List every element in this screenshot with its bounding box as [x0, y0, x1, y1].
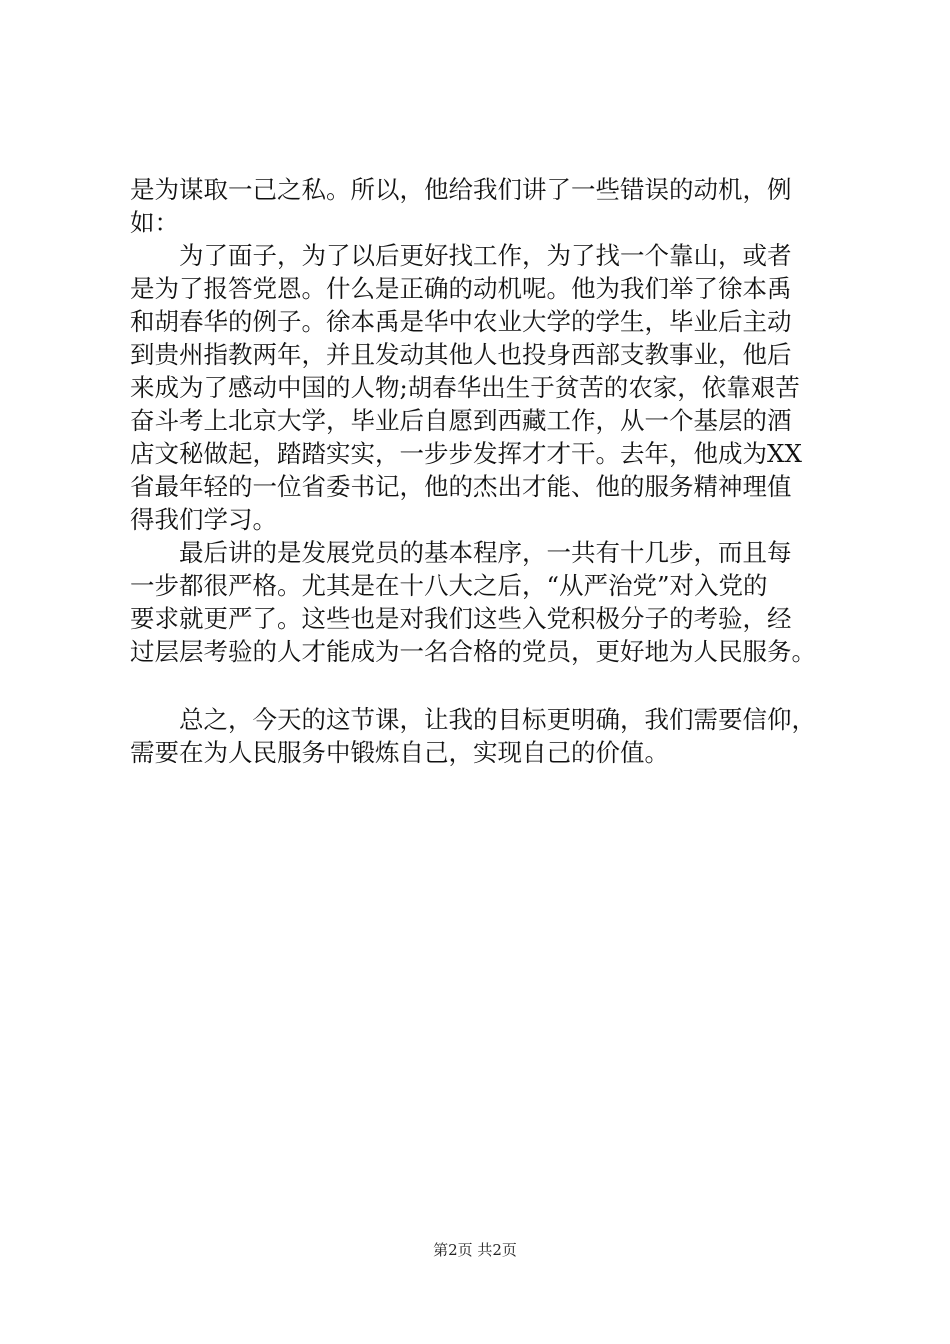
text-line: 到贵州指教两年，并且发动其他人也投身西部支教事业，他后 — [130, 340, 792, 369]
text-line: 最后讲的是发展党员的基本程序，一共有十几步，而且每 — [179, 538, 792, 567]
paragraph-spacer — [130, 668, 830, 703]
text-line: 和胡春华的例子。徐本禹是华中农业大学的学生，毕业后主动 — [130, 307, 792, 336]
paragraph-4 — [130, 703, 830, 769]
text-line: 为了面子，为了以后更好找工作，为了找一个靠山，或者 — [179, 241, 792, 270]
document-body — [130, 173, 830, 769]
text-line: 一步都很严格。尤其是在十八大之后，“从严治党”对入党的 — [130, 571, 768, 600]
text-line: 总之，今天的这节课，让我的目标更明确，我们需要信仰， — [179, 705, 816, 734]
text-line: 来成为了感动中国的人物;胡春华出生于贫苦的农家，依靠艰苦 — [130, 373, 800, 402]
text-line: 省最年轻的一位省委书记，他的杰出才能、他的服务精神理值 — [130, 472, 792, 501]
text-line: 是为了报答党恩。什么是正确的动机呢。他为我们举了徐本禹 — [130, 274, 792, 303]
paragraph-3 — [130, 536, 830, 668]
text-line: 得我们学习。 — [130, 505, 277, 534]
text-line: 要求就更严了。这些也是对我们这些入党积极分子的考验，经 — [130, 604, 792, 633]
text-line: 是为谋取一己之私。所以，他给我们讲了一些错误的动机，例 — [130, 175, 792, 204]
text-line: 如： — [130, 208, 179, 237]
text-line: 需要在为人民服务中锻炼自己，实现自己的价值。 — [130, 738, 669, 767]
text-line: 店文秘做起，踏踏实实，一步步发挥才才干。去年，他成为XX — [130, 439, 802, 468]
text-line: 过层层考验的人才能成为一名合格的党员，更好地为人民服务。 — [130, 637, 816, 666]
paragraph-2 — [130, 239, 830, 536]
page-number-footer: 第2页 共2页 — [433, 1241, 517, 1259]
paragraph-1 — [130, 173, 830, 239]
text-line: 奋斗考上北京大学，毕业后自愿到西藏工作，从一个基层的酒 — [130, 406, 792, 435]
